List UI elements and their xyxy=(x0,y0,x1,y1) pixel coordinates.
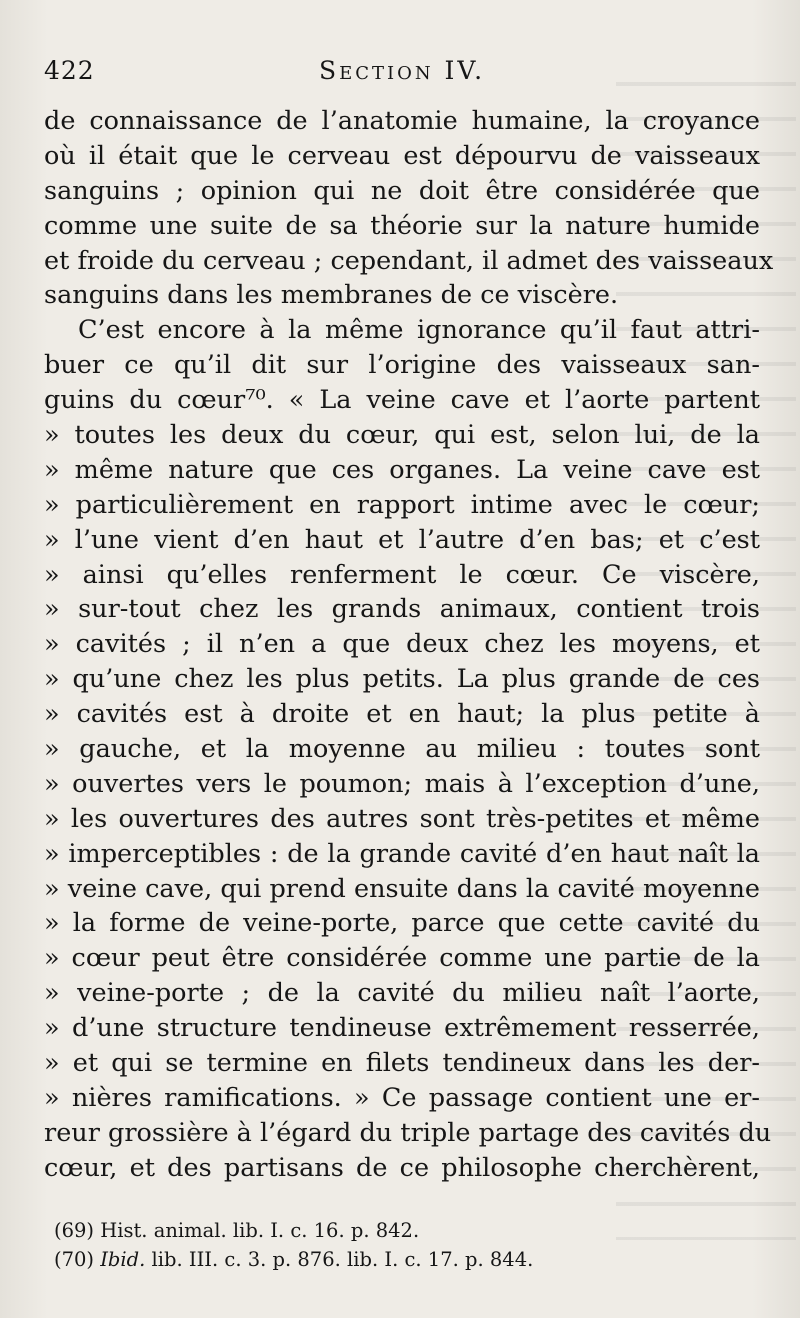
body-text xyxy=(44,104,774,1186)
text-line: » la forme de veine-porte, parce que cette cavité du xyxy=(44,908,760,939)
text-line: cœur, et des partisans de ce philosophe cherchèrent, xyxy=(44,1152,760,1183)
text-line: reur grossière à l’égard du triple partage des cavités du xyxy=(44,1117,772,1148)
text-line: » les ouvertures des autres sont très-petites et même xyxy=(44,803,760,834)
text-line: sanguins dans les membranes de ce viscère. xyxy=(44,280,619,311)
footnote-70-mark: (70) xyxy=(54,1248,95,1271)
text-line: et froide du cerveau ; cependant, il admet des vaisseaux xyxy=(44,245,774,276)
text-line: sanguins ; opinion qui ne doit être considérée que xyxy=(44,175,760,206)
text-line: » particulièrement en rapport intime avec le cœur; xyxy=(44,489,760,520)
running-head: Section IV. xyxy=(318,56,486,85)
page-header xyxy=(44,56,760,96)
text-line: » veine cave, qui prend ensuite dans la cavité moyenne xyxy=(44,873,760,904)
text-line: » sur-tout chez les grands animaux, contient trois xyxy=(44,594,760,625)
footnote-69: (69) Hist. animal. lib. I. c. 16. p. 842. xyxy=(54,1219,420,1242)
text-line: guins du cœur⁷⁰. « La veine cave et l’aorte partent xyxy=(44,385,760,416)
footnote-70-citation: lib. III. c. 3. p. 876. lib. I. c. 17. p. 844. xyxy=(145,1248,534,1271)
text-line: de connaissance de l’anatomie humaine, la croyance xyxy=(44,106,760,136)
text-line: » même nature que ces organes. La veine cave est xyxy=(44,454,760,485)
text-line: » nières ramifications. » Ce passage contient une er- xyxy=(44,1082,760,1113)
text-line: » d’une structure tendineuse extrêmement resserrée, xyxy=(44,1013,760,1044)
footnotes xyxy=(44,1216,760,1274)
text-line: » ouvertes vers le poumon; mais à l’exception d’une, xyxy=(44,768,760,799)
text-line: » cœur peut être considérée comme une partie de la xyxy=(44,943,760,974)
text-line: » toutes les deux du cœur, qui est, selon lui, de la xyxy=(44,420,760,451)
text-line: » qu’une chez les plus petits. La plus grande de ces xyxy=(44,664,760,695)
text-line: » gauche, et la moyenne au milieu : toutes sont xyxy=(44,734,760,765)
text-line: C’est encore à la même ignorance qu’il faut attri- xyxy=(78,315,760,346)
footnote-70-ibid: Ibid. xyxy=(100,1248,146,1271)
text-line: » veine-porte ; de la cavité du milieu naît l’aorte, xyxy=(44,978,760,1009)
text-line: » cavités est à droite et en haut; la plus petite à xyxy=(44,699,760,730)
text-line: où il était que le cerveau est dépourvu de vaisseaux xyxy=(44,140,760,171)
text-line: » l’une vient d’en haut et l’autre d’en bas; et c’est xyxy=(44,524,760,555)
footnote-70 xyxy=(44,1245,760,1274)
text-line: buer ce qu’il dit sur l’origine des vaisseaux san- xyxy=(44,350,760,381)
text-line: comme une suite de sa théorie sur la nature humide xyxy=(44,210,760,241)
text-line: » ainsi qu’elles renferment le cœur. Ce viscère, xyxy=(44,559,760,590)
text-line: » et qui se termine en filets tendineux dans les der- xyxy=(44,1048,760,1079)
text-line: » cavités ; il n’en a que deux chez les moyens, et xyxy=(44,629,760,660)
text-line: » imperceptibles : de la grande cavité d’en haut naît la xyxy=(44,838,760,869)
page-number: 422 xyxy=(44,56,95,85)
